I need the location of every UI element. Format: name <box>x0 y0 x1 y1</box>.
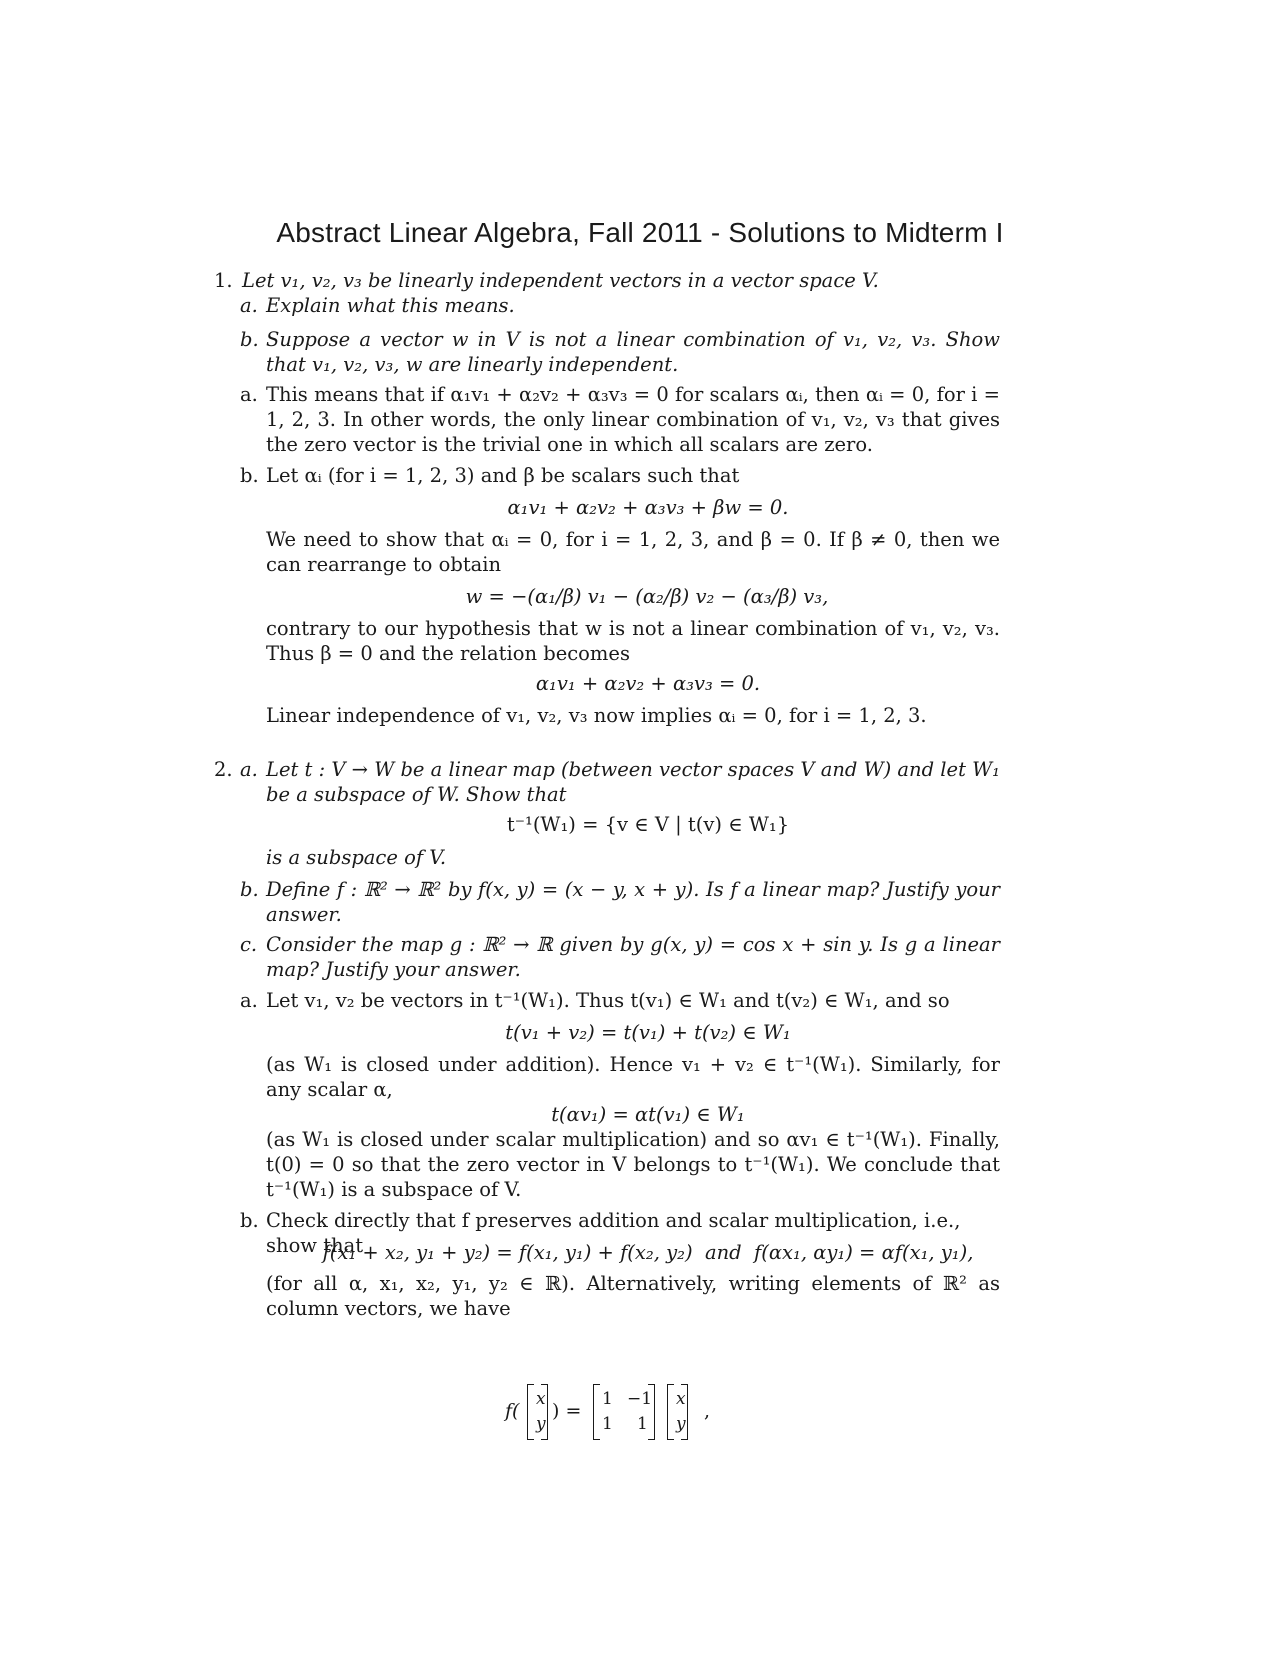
vector-left-bracket <box>527 1384 534 1440</box>
q2-equation-sum: t(v₁ + v₂) = t(v₁) + t(v₂) ∈ W₁ <box>505 1021 791 1044</box>
vector2-right-bracket <box>681 1384 688 1440</box>
q2-part-a-text-end: is a subspace of V. <box>266 846 447 869</box>
matrix-entry-11: 1 <box>602 1389 613 1409</box>
q1-solution-b-intro: Let αᵢ (for i = 1, 2, 3) and β be scalars such that <box>266 464 740 487</box>
q2-preimage-definition: t⁻¹(W₁) = {v ∈ V | t(v) ∈ W₁} <box>506 813 790 836</box>
vector-right-bracket <box>541 1384 548 1440</box>
matrix-entry-12: −1 <box>627 1389 653 1409</box>
q2-linearity-equations: f(x₁ + x₂, y₁ + y₂) = f(x₁, y₁) + f(x₂, y₂) and f(αx₁, αy₁) = αf(x₁, y₁), <box>322 1241 974 1264</box>
q1-part-a-label: a. <box>240 294 258 317</box>
page-title: Abstract Linear Algebra, Fall 2011 - Solutions to Midterm I <box>276 217 1004 248</box>
vector2-entry-x: x <box>676 1389 686 1409</box>
q1-solution-b-continued: contrary to our hypothesis that w is not a linear combination of v₁, v₂, v₃. Thus β = 0 and the relation becomes <box>266 617 1000 665</box>
q1-equation-2: w = −(α₁/β) v₁ − (α₂/β) v₂ − (α₃/β) v₃, <box>465 585 829 608</box>
q2-part-c-label: c. <box>240 933 258 956</box>
q2-solution-a-conclusion: (as W₁ is closed under scalar multiplication) and so αv₁ ∈ t⁻¹(W₁). Finally, t(0) = 0 so that the zero vector in V belongs to t⁻¹(W₁). We conclude that t⁻¹(W₁) is a subspace of V. <box>266 1128 1000 1201</box>
question-1-number: 1. <box>214 269 233 292</box>
matrix-equation <box>0 1384 1280 1444</box>
q2-solution-a-label: a. <box>240 989 258 1012</box>
q2-equation-scalar: t(αv₁) = αt(v₁) ∈ W₁ <box>551 1103 745 1126</box>
matrix-f-close: ) = <box>552 1400 582 1422</box>
matrix-trailing-comma: , <box>704 1400 711 1422</box>
q1-solution-b-label: b. <box>240 464 259 487</box>
question-2-number: 2. <box>214 758 233 781</box>
q2-part-a-text: Let t : V → W be a linear map (between vector spaces V and W) and let W₁ be a subspace of W. Show that <box>266 758 1000 806</box>
q1-equation-3: α₁v₁ + α₂v₂ + α₃v₃ = 0. <box>535 672 761 695</box>
vector2-entry-y: y <box>676 1414 686 1434</box>
matrix-f-open: f( <box>505 1400 520 1422</box>
q2-part-b-text: Define f : ℝ² → ℝ² by f(x, y) = (x − y, x + y). Is f a linear map? Justify your answer. <box>266 878 1000 926</box>
matrix-entry-21: 1 <box>602 1414 613 1434</box>
q1-solution-a-label: a. <box>240 383 258 406</box>
question-1-stem: Let v₁, v₂, v₃ be linearly independent vectors in a vector space V. <box>242 269 879 292</box>
q1-solution-b-conclusion: Linear independence of v₁, v₂, v₃ now implies αᵢ = 0, for i = 1, 2, 3. <box>266 704 927 727</box>
q2-solution-b-label: b. <box>240 1209 259 1232</box>
q1-solution-b-body: We need to show that αᵢ = 0, for i = 1, 2, 3, and β = 0. If β ≠ 0, then we can rearrange to obtain <box>266 528 1000 576</box>
vector2-left-bracket <box>667 1384 674 1440</box>
vector-entry-y: y <box>536 1414 546 1434</box>
q1-equation-1: α₁v₁ + α₂v₂ + α₃v₃ + βw = 0. <box>507 496 789 519</box>
matrix-right-bracket <box>648 1384 655 1440</box>
q2-solution-a-intro: Let v₁, v₂ be vectors in t⁻¹(W₁). Thus t(v₁) ∈ W₁ and t(v₂) ∈ W₁, and so <box>266 989 950 1012</box>
q1-solution-a: This means that if α₁v₁ + α₂v₂ + α₃v₃ = 0 for scalars αᵢ, then αᵢ = 0, for i = 1, 2, 3. In other words, the only linear combination of v₁, v₂, v₃ that gives the zero vector is the trivial one in which all scalars are zero. <box>266 383 1000 456</box>
matrix-left-bracket <box>593 1384 600 1440</box>
vector-entry-x: x <box>536 1389 546 1409</box>
q2-part-c-text: Consider the map g : ℝ² → ℝ given by g(x, y) = cos x + sin y. Is g a linear map? Justify your answer. <box>266 933 1000 981</box>
q1-part-b-label: b. <box>240 328 259 351</box>
matrix-entry-22: 1 <box>637 1414 648 1434</box>
q1-part-a-text: Explain what this means. <box>266 294 515 317</box>
q2-part-b-label: b. <box>240 878 259 901</box>
q1-part-b-text: Suppose a vector w in V is not a linear combination of v₁, v₂, v₃. Show that v₁, v₂, v₃, w are linearly independent. <box>266 328 1000 376</box>
q2-solution-a-body: (as W₁ is closed under addition). Hence v₁ + v₂ ∈ t⁻¹(W₁). Similarly, for any scalar α, <box>266 1053 1000 1101</box>
q2-part-a-label: a. <box>240 758 258 781</box>
q2-solution-b-intro: Check directly that f preserves addition and scalar multiplication, i.e., show that <box>266 1209 961 1257</box>
q2-solution-b-body: (for all α, x₁, x₂, y₁, y₂ ∈ ℝ). Alternatively, writing elements of ℝ² as column vectors, we have <box>266 1272 1000 1320</box>
